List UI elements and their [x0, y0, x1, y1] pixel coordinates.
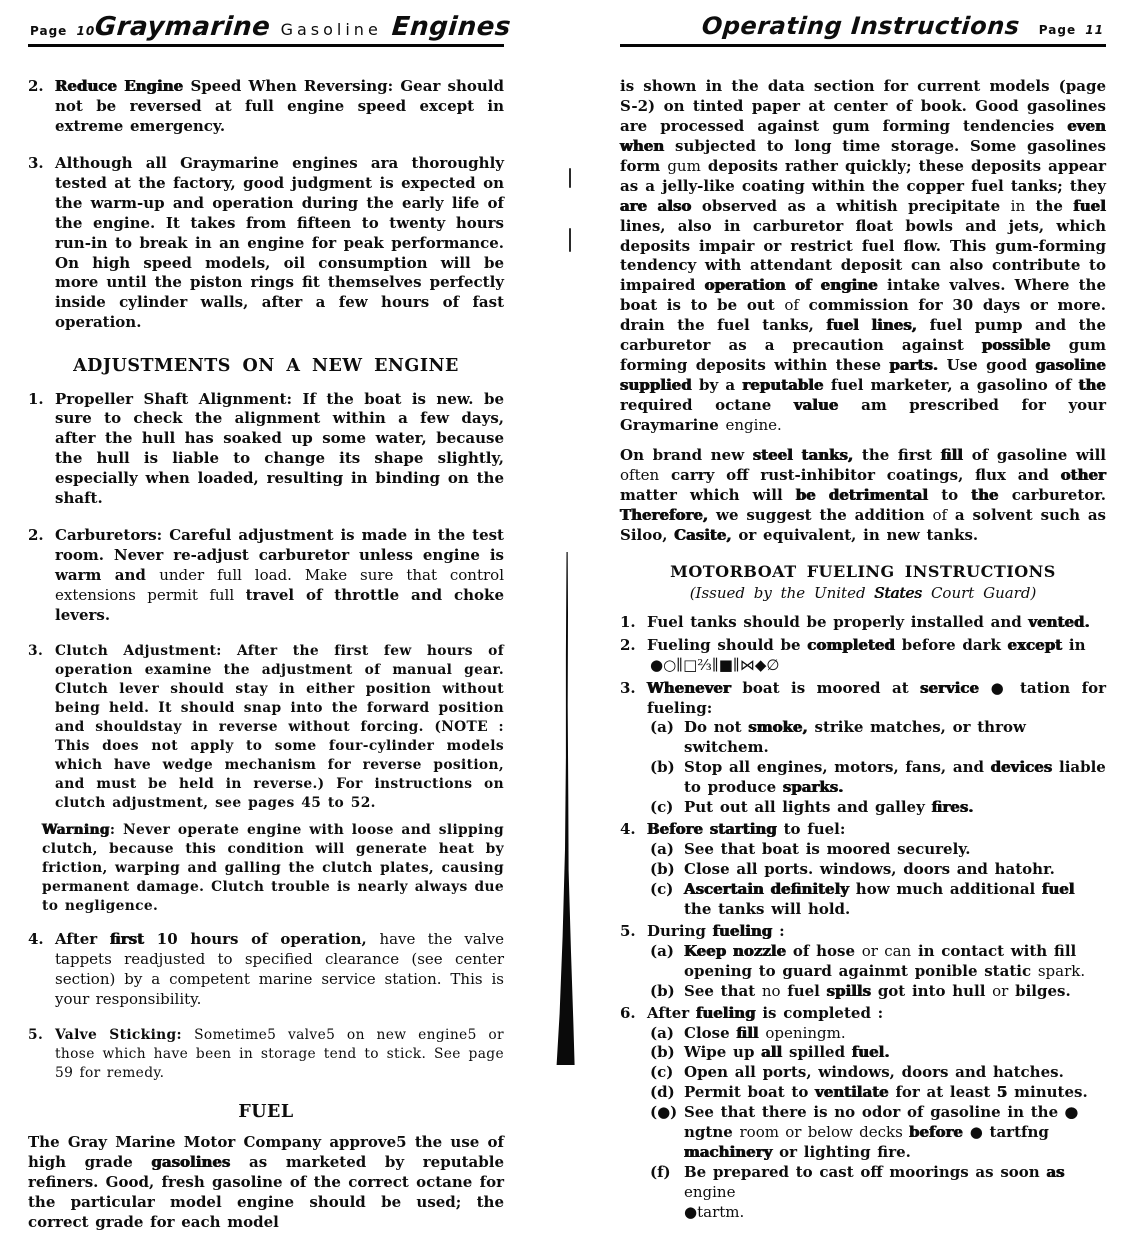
text-run: lines, also in carburetor float bowls and jets, which deposits impair or restrict fuel flow. This gum-forming tendency with attendant deposit can also contribute to impaired — [620, 216, 1106, 295]
item-text — [684, 718, 1106, 758]
item-marker: ● — [650, 655, 664, 674]
item-marker: (c) — [650, 879, 674, 898]
text-run: parts. — [889, 356, 939, 375]
text-run: After the first few hours of operation examine the adjustment of manual gear. Clutch lever should stay in either position without being held. It should snap into the forward position and shouldstay in reverse without forcing. (NOTE : This does not apply to some four-cylinder models which have wedge mechanism for reverse position, and must be held in reverse.) For instructions on clutch adjustment, see pages 45 to 52. — [55, 642, 504, 812]
text-run: vented. — [1028, 612, 1090, 631]
right-page-header — [620, 0, 1106, 47]
lettered-subitem — [650, 656, 1106, 676]
text-run: commission for 30 days or more. drain the fuel tanks, — [620, 296, 1107, 335]
numbered-item — [620, 679, 1106, 719]
text-run: of — [784, 296, 799, 315]
gutter-scratch-mark — [569, 168, 571, 188]
item-text — [684, 840, 1106, 860]
text-run: See that there is no odor of gasoline in the — [684, 1103, 1065, 1122]
numbered-item — [620, 1004, 1106, 1024]
text-run: the first — [853, 445, 941, 464]
item-marker: 2. — [28, 77, 44, 95]
text-run: got into hull — [871, 981, 993, 1000]
text-run: Although all Graymarine engines ara thoroughly tested at the factory, good judgment is expected on the warm-up and operation during the early life of the engine. It takes from fifteen to twenty hours run-in to break in an engine for peak performance. On high speed models, oil consumption will be more until the piston rings fit themselves perfectly inside cylinder walls, after a few hours of fast operation. — [55, 153, 504, 332]
text-run: sparks. — [782, 778, 844, 797]
text-run: room or below decks — [739, 1123, 910, 1142]
text-run: to — [928, 485, 972, 504]
left-page-title — [95, 12, 511, 42]
text-run: fuel lines, — [826, 316, 918, 335]
text-run: even when — [620, 116, 1106, 155]
left-page-label — [30, 24, 95, 38]
item-marker: (a) — [650, 941, 674, 960]
text-run: carburetor. — [998, 485, 1106, 504]
left-page — [28, 0, 513, 1233]
text-run: gasolines — [151, 1153, 231, 1172]
text-run: a solvent such as Siloo, — [620, 505, 1106, 544]
text-run: Warning — [42, 822, 110, 839]
text-run: Propeller Shaft Alignment: If the boat is new. be sure to check the alignment within a few days, after the hull has soaked up some water, because the hull is liable to change its shape slightly, especially when loaded, resulting in binding on the shaft. — [55, 389, 504, 508]
text-run: carry off rust-inhibitor coatings, flux and — [659, 465, 1061, 484]
page-number: 10 — [76, 24, 96, 38]
text-run: Valve Sticking: — [55, 1027, 195, 1044]
text-run: tartm. — [697, 1202, 745, 1221]
text-run: ngtne — [684, 1123, 740, 1142]
text-run: On brand new — [620, 445, 753, 464]
numbered-item — [28, 642, 504, 813]
text-run: : — [772, 921, 785, 940]
lettered-subitem — [650, 942, 1106, 982]
brand-title-engines: Engines — [390, 12, 513, 42]
paragraph — [620, 446, 1106, 546]
lettered-subitem — [650, 798, 1106, 818]
text-run: observed as a whitish precipitate — [691, 196, 1011, 215]
item-marker: 3. — [620, 678, 636, 697]
text-run: first — [109, 930, 145, 949]
paragraph — [620, 77, 1106, 436]
text-run: of gasoline will — [963, 445, 1106, 464]
gutter-scratch-mark — [569, 228, 571, 252]
text-run: After — [55, 930, 110, 949]
text-run: Permit boat to — [684, 1083, 816, 1102]
text-run: or lighting fire. — [772, 1143, 911, 1162]
text-run: Open all ports, windows, doors and hatches. — [684, 1063, 1064, 1082]
text-run: Close all ports. windows, doors and hatohr. — [684, 860, 1055, 879]
text-run: other — [1060, 465, 1106, 484]
text-run: service — [920, 678, 980, 697]
text-run: strike matches, or throw switchem. — [684, 718, 1026, 757]
item-marker: 2. — [28, 526, 44, 545]
text-run: before — [909, 1123, 963, 1142]
text-run: Before starting — [647, 820, 777, 839]
right-page-label — [1039, 23, 1104, 37]
text-run: except — [1007, 635, 1063, 654]
text-run: is shown in the data section for current models (page S-2) on tinted paper at center of book. Good gasolines are processed against gum forming tendencies — [620, 77, 1106, 135]
item-text — [684, 1083, 1106, 1103]
item-text — [647, 1004, 1106, 1024]
text-run: ● tation for fueling: — [647, 678, 1106, 717]
text-run: fill — [940, 445, 964, 464]
text-run: gum forming deposits within these — [620, 336, 1106, 375]
item-marker: (f) — [650, 1163, 671, 1182]
item-text — [647, 636, 1106, 656]
text-run: Close — [684, 1023, 737, 1042]
item-text — [684, 758, 1106, 798]
text-run: Therefore, — [620, 505, 709, 524]
text-run: the tanks will hold. — [684, 899, 851, 918]
text-run: Court Guard) — [922, 583, 1037, 602]
text-run: of — [932, 505, 948, 524]
text-run: completed — [807, 635, 895, 654]
text-run: no — [761, 981, 781, 1000]
item-text — [55, 642, 504, 813]
text-run: the — [971, 485, 999, 504]
text-run: Sometime5 valve5 on new engine5 or those which have been in storage tend to stick. See page 59 for remedy. — [55, 1027, 504, 1082]
page-number: 11 — [1085, 23, 1104, 37]
text-run: fuel marketer, a gasolino of — [823, 376, 1079, 395]
item-text — [684, 982, 1106, 1002]
text-run: all — [761, 1043, 783, 1062]
item-text — [684, 1163, 1106, 1203]
right-page — [620, 0, 1106, 1223]
text-run: Whenever — [647, 678, 731, 697]
numbered-item — [28, 526, 504, 626]
lettered-subitem — [650, 880, 1106, 920]
item-marker: (c) — [650, 798, 674, 817]
text-run: spilled — [782, 1043, 852, 1062]
item-text — [684, 880, 1106, 920]
text-run: fuel — [1073, 196, 1106, 215]
text-run: bilges. — [1008, 981, 1071, 1000]
item-marker: 5. — [28, 1027, 44, 1044]
text-run: fuel — [780, 981, 827, 1000]
right-page-title — [682, 12, 1039, 40]
section-heading: MOTORBOAT FUELING INSTRUCTIONS — [670, 561, 1056, 581]
item-marker: (a) — [650, 840, 674, 859]
text-run: required octane — [620, 396, 794, 414]
text-run: spark. — [1037, 961, 1086, 980]
item-text — [684, 1043, 1106, 1063]
item-text — [647, 922, 1106, 942]
brand-title-graymarine: Graymarine — [93, 12, 272, 42]
text-run: as — [1046, 1163, 1065, 1182]
right-page-content — [620, 47, 1106, 1223]
numbered-item — [620, 636, 1106, 656]
text-run: See that — [684, 981, 762, 1000]
text-run: is completed : — [755, 1003, 884, 1022]
text-run: The Gray Marine Motor Company approve5 the use of high grade — [28, 1133, 504, 1172]
text-run: in — [1062, 635, 1086, 654]
text-run: Keep nozzle — [684, 941, 787, 960]
item-marker: 5. — [620, 921, 636, 940]
operating-instructions-title: Operating Instructions — [700, 12, 1021, 40]
item-marker: 1. — [28, 389, 44, 408]
page-word: Page — [1038, 23, 1077, 37]
text-run: smoke, — [748, 718, 808, 737]
numbered-item — [620, 922, 1106, 942]
text-run: value — [793, 396, 839, 414]
text-run: we suggest the addition — [708, 505, 933, 524]
text-run: fuel pump and the carburetor as a precaution against — [620, 316, 1106, 355]
text-run: ● tartfng — [962, 1123, 1049, 1142]
text-run: the — [1078, 376, 1107, 395]
text-run: before dark — [894, 635, 1008, 654]
numbered-item — [28, 390, 504, 510]
text-run: ventilate — [815, 1083, 889, 1102]
text-run: often — [620, 465, 660, 484]
text-run: devices — [990, 758, 1053, 777]
text-run: how much additional — [849, 879, 1042, 898]
item-marker: (c) — [650, 1063, 674, 1082]
item-text — [55, 526, 504, 626]
text-run: of hose — [786, 941, 862, 960]
text-run: ● — [1064, 1103, 1078, 1122]
left-page-content — [28, 47, 504, 1233]
text-run: See that boat is moored securely. — [684, 840, 971, 859]
text-run: : Never operate engine with loose and slipping clutch, because this condition will generate heat by friction, warping and galling the clutch plates, causing permanent damage. Clutch trouble is nearly always due to negligence. — [42, 822, 504, 915]
item-text — [647, 613, 1106, 633]
binding-gutter-artifact — [550, 552, 580, 1065]
lettered-subitem — [650, 1083, 1106, 1103]
left-page-header — [28, 0, 513, 47]
item-marker: 3. — [28, 642, 44, 659]
text-run: intake valves. Where the boat is to be out — [620, 276, 1106, 315]
text-run: gasoline supplied — [620, 356, 1106, 395]
item-marker: 6. — [620, 1003, 636, 1022]
item-marker: (b) — [650, 758, 675, 777]
text-run: Ascertain definitely — [684, 879, 850, 898]
section-heading: ADJUSTMENTS ON A NEW ENGINE — [73, 356, 459, 377]
text-run: machinery — [684, 1143, 773, 1162]
text-run: After — [647, 1003, 696, 1022]
item-marker: 3. — [28, 153, 44, 172]
lettered-subitem — [650, 1163, 1106, 1203]
item-text — [684, 1063, 1106, 1083]
text-run: spills — [826, 981, 872, 1000]
text-run: engine — [684, 1183, 736, 1202]
text-run: Speed When Reversing: Gear should not be reversed at full engine speed except in extreme emergency. — [55, 77, 504, 135]
text-run: in contact with fill opening to guard againmt ponible static — [684, 941, 1077, 980]
text-run: (Issued by the United — [689, 583, 875, 602]
text-run: or — [992, 981, 1009, 1000]
text-run: for at least — [888, 1083, 997, 1102]
lettered-subitem — [650, 840, 1106, 860]
lettered-subitem — [650, 1024, 1106, 1044]
text-run: the — [1025, 196, 1074, 215]
item-text — [684, 1103, 1106, 1163]
numbered-item — [28, 154, 504, 333]
item-text — [697, 1203, 1106, 1223]
text-run: have the valve tappets readjusted to specified clearance (see center section) by a competent marine service station. This is your responsibility. — [55, 930, 504, 1009]
item-marker: 2. — [620, 635, 636, 654]
text-run: Fuel tanks should be properly installed and — [647, 612, 1029, 631]
text-run: ○∥□⅔∥■∥⋈◆∅ — [663, 655, 780, 674]
lettered-subitem — [650, 860, 1106, 880]
lettered-subitem — [650, 1043, 1106, 1063]
item-text — [684, 942, 1106, 982]
item-marker: (a) — [650, 718, 674, 737]
section-subheading — [620, 584, 1106, 604]
item-text — [55, 154, 504, 333]
item-marker: 4. — [28, 930, 44, 949]
item-marker: 1. — [620, 612, 636, 631]
text-run: Do not — [684, 718, 749, 737]
text-run: or equivalent, in new tanks. — [731, 525, 979, 544]
item-text — [55, 77, 504, 137]
text-run: are also — [620, 196, 692, 215]
text-run: 10 hours of operation, — [144, 930, 380, 949]
text-run: deposits rather quickly; these deposits appear as a jelly-like coating within the copper fuel tanks; they — [620, 156, 1106, 195]
item-text — [647, 679, 1106, 719]
text-run: openingm. — [765, 1023, 846, 1042]
text-run: fueling — [712, 921, 773, 940]
item-marker: 4. — [620, 820, 636, 839]
text-run: Carburetors: Careful adjustment is made in the test room. Never re-adjust carburetor unless engine is warm and — [55, 526, 504, 585]
text-run: States — [874, 583, 923, 602]
text-run: Put out all lights and galley — [684, 798, 932, 817]
item-marker: (b) — [650, 860, 675, 879]
lettered-subitem — [684, 1203, 1106, 1223]
text-run: travel of throttle and choke levers. — [55, 585, 504, 624]
text-run: boat is moored at — [730, 678, 921, 697]
text-run: be detrimental — [795, 485, 929, 504]
text-run: liable to produce — [684, 758, 1106, 797]
numbered-item — [28, 1026, 504, 1083]
item-marker: (●) — [650, 1103, 678, 1122]
text-run: reputable — [742, 376, 824, 395]
lettered-subitem — [650, 1063, 1106, 1083]
numbered-item — [620, 820, 1106, 840]
text-run: subjected to long time storage. Some gasolines form — [620, 136, 1106, 175]
item-text — [55, 930, 504, 1010]
numbered-item — [28, 930, 504, 1010]
text-run: under full load. Make sure that control extensions permit full — [55, 566, 504, 604]
text-run: Wipe up — [684, 1043, 762, 1062]
item-text — [55, 390, 504, 510]
text-run: possible — [981, 336, 1051, 355]
item-marker: ● — [684, 1202, 698, 1221]
item-text — [684, 1024, 1106, 1044]
text-run: Reduce Engine — [55, 77, 184, 95]
paragraph — [42, 821, 504, 916]
numbered-item — [28, 77, 504, 137]
lettered-subitem — [650, 982, 1106, 1002]
item-text — [55, 1026, 504, 1083]
text-run: Clutch Adjustment: — [55, 642, 237, 659]
text-run: Be prepared to cast off moorings as soon — [684, 1163, 1047, 1182]
item-text — [663, 656, 1106, 676]
page-word: Page — [30, 24, 68, 38]
text-run: 5 — [996, 1083, 1008, 1102]
text-run: Stop all engines, motors, fans, and — [684, 758, 991, 777]
item-marker: (d) — [650, 1083, 675, 1102]
section-heading: FUEL — [238, 1102, 294, 1123]
item-text — [647, 820, 1106, 840]
text-run: fuel. — [851, 1043, 890, 1062]
item-text — [684, 860, 1106, 880]
paragraph — [28, 1133, 504, 1233]
text-run: am prescribed for your Graymarine — [620, 396, 1106, 434]
lettered-subitem — [650, 758, 1106, 798]
text-run: During — [647, 921, 713, 940]
text-run: fill — [736, 1023, 759, 1042]
text-run: Fueling should be — [647, 635, 808, 654]
text-run: to fuel: — [776, 820, 846, 839]
text-run: by a — [691, 376, 743, 395]
brand-title-gasoline: Gasoline — [280, 20, 382, 39]
text-run: in — [1010, 196, 1026, 215]
lettered-subitem — [650, 1103, 1106, 1163]
lettered-subitem — [650, 718, 1106, 758]
item-marker: (a) — [650, 1023, 674, 1042]
item-marker: (b) — [650, 981, 675, 1000]
text-run: Use good — [938, 356, 1036, 375]
text-run: Casite, — [674, 525, 732, 544]
numbered-item — [620, 613, 1106, 633]
text-run: fueling — [695, 1003, 756, 1022]
text-run: fires. — [931, 798, 974, 817]
item-text — [684, 798, 1106, 818]
text-run: operation of engine — [704, 276, 878, 295]
text-run: fuel — [1041, 879, 1075, 898]
text-run: as marketed by reputable refiners. Good, fresh gasoline of the correct octane for the particular model engine should be used; the correct grade for each model — [28, 1153, 504, 1232]
text-run: gum — [667, 156, 701, 175]
text-run: minutes. — [1007, 1083, 1088, 1102]
text-run: matter which will — [620, 485, 796, 504]
item-marker: (b) — [650, 1043, 675, 1062]
text-run: or can — [861, 941, 912, 960]
text-run: steel tanks, — [752, 445, 854, 464]
text-run: engine. — [725, 415, 782, 434]
